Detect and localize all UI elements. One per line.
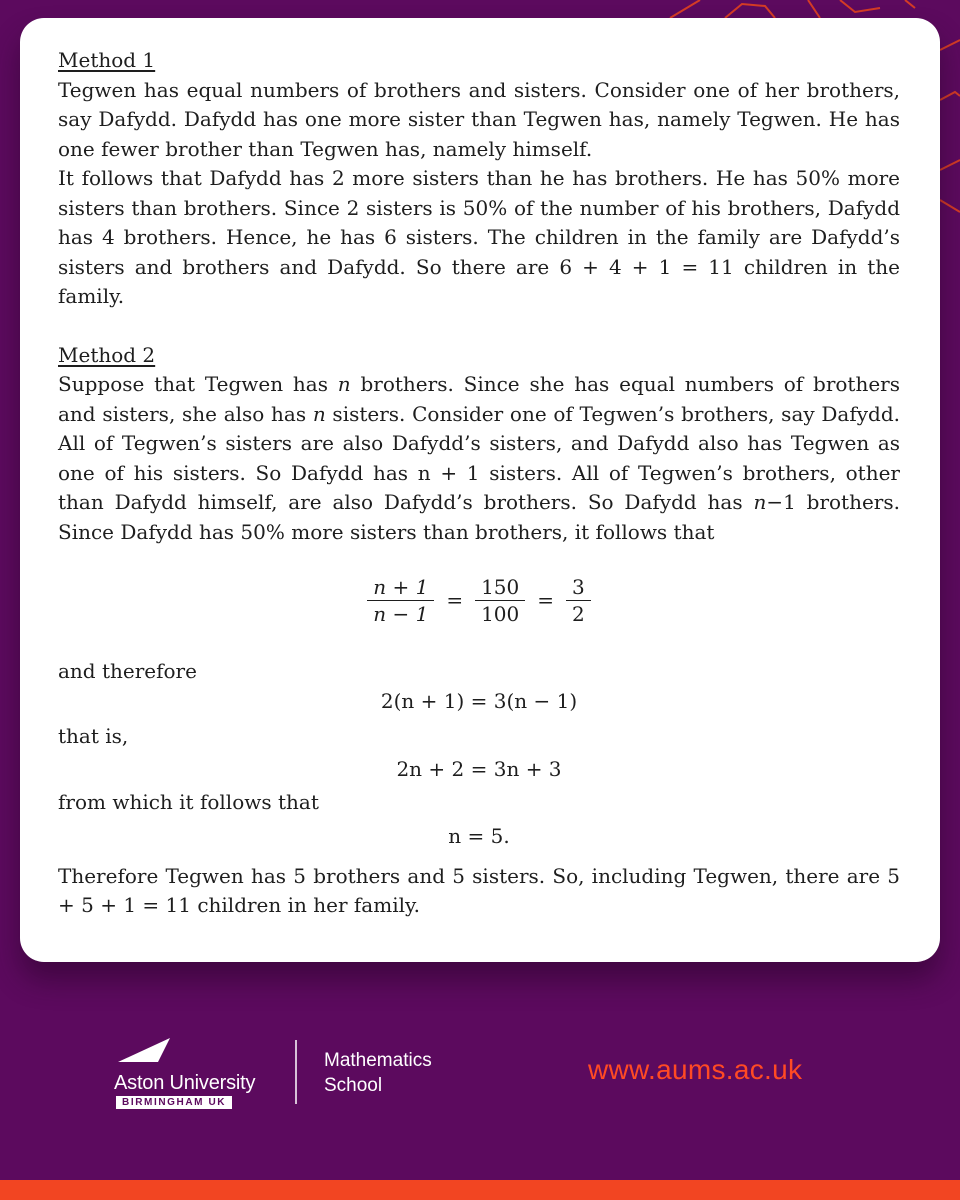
text-span: −1 brothers. Since Dafydd has 50% more sisters than brothers, it follows that	[58, 490, 900, 544]
variable-n: n	[312, 401, 326, 426]
method1-paragraph2: It follows that Dafydd has 2 more sisters than he has brothers. He has 50% more sisters than brothers. Since 2 sisters is 50% of the number of his brothers, Dafydd has 4 brothers. Hence, he has 6 sisters. The children in the family are Dafydd’s sisters and brothers and Dafydd. So there are 6 + 4 + 1 = 11 children in the family.	[58, 166, 900, 308]
fraction-equation	[58, 569, 900, 631]
equals-sign: =	[537, 588, 555, 612]
fraction-numerator: 3	[572, 574, 585, 599]
text-span: sisters. Consider one of Tegwen’s brothers, say Dafydd. All of Tegwen’s sisters are also Dafydd’s sisters, and Dafydd also has Tegwen as one of his sisters. So Dafydd has n + 1 sisters. All of Tegwen’s brothers, other than Dafydd himself, are also Dafydd’s brothers. So Dafydd has	[58, 401, 901, 514]
method1-heading: Method 1	[58, 48, 156, 72]
aston-triangle-icon	[118, 1038, 170, 1064]
conclusion-paragraph: Therefore Tegwen has 5 brothers and 5 sisters. So, including Tegwen, there are 5 + 5 + 1 = 11 children in her family.	[58, 863, 900, 917]
variable-n: n	[753, 490, 767, 514]
school-line1: Mathematics	[324, 1050, 432, 1071]
fraction-numerator: 150	[481, 574, 520, 599]
equation-3: 2n + 2 = 3n + 3	[396, 757, 562, 781]
equation-2: 2(n + 1) = 3(n − 1)	[380, 688, 578, 713]
website-url[interactable]: www.aums.ac.uk	[588, 1054, 803, 1085]
method2-heading: Method 2	[58, 342, 156, 367]
bottom-accent-bar	[0, 1180, 960, 1200]
school-name	[324, 1048, 432, 1098]
fraction-denominator: 100	[481, 601, 520, 626]
footer-divider	[295, 1040, 297, 1104]
fraction-n-ratio	[367, 574, 434, 627]
variable-n: n	[337, 372, 351, 396]
equals-sign: =	[446, 588, 464, 612]
fraction-percent	[475, 574, 525, 627]
university-name: Aston University	[114, 1072, 256, 1094]
fraction-denominator: 2	[572, 601, 585, 626]
from-which-text: from which it follows that	[58, 790, 319, 814]
and-therefore-text: and therefore	[58, 659, 197, 683]
school-line2: School	[324, 1075, 383, 1096]
fraction-numerator: n + 1	[373, 574, 429, 599]
location-badge: BIRMINGHAM UK	[116, 1096, 232, 1109]
method1-paragraph1: Tegwen has equal numbers of brothers and sisters. Consider one of her brothers, say Dafydd. Dafydd has one more sister than Tegwen has, namely Tegwen. He has one fewer brother than Tegwen has, namely himself.	[58, 77, 900, 161]
that-is-text: that is,	[58, 723, 129, 748]
text-span: brothers. Since she has equal numbers of brothers and sisters, she also has	[58, 372, 901, 426]
aston-university-logo	[114, 1038, 274, 1108]
fraction-simplified	[566, 574, 591, 627]
method2-paragraph	[58, 370, 900, 547]
footer	[0, 1030, 960, 1120]
text-span: Suppose that Tegwen has	[58, 372, 338, 396]
equation-4: n = 5.	[448, 823, 510, 848]
solution-card	[20, 18, 940, 962]
fraction-denominator: n − 1	[373, 601, 429, 626]
